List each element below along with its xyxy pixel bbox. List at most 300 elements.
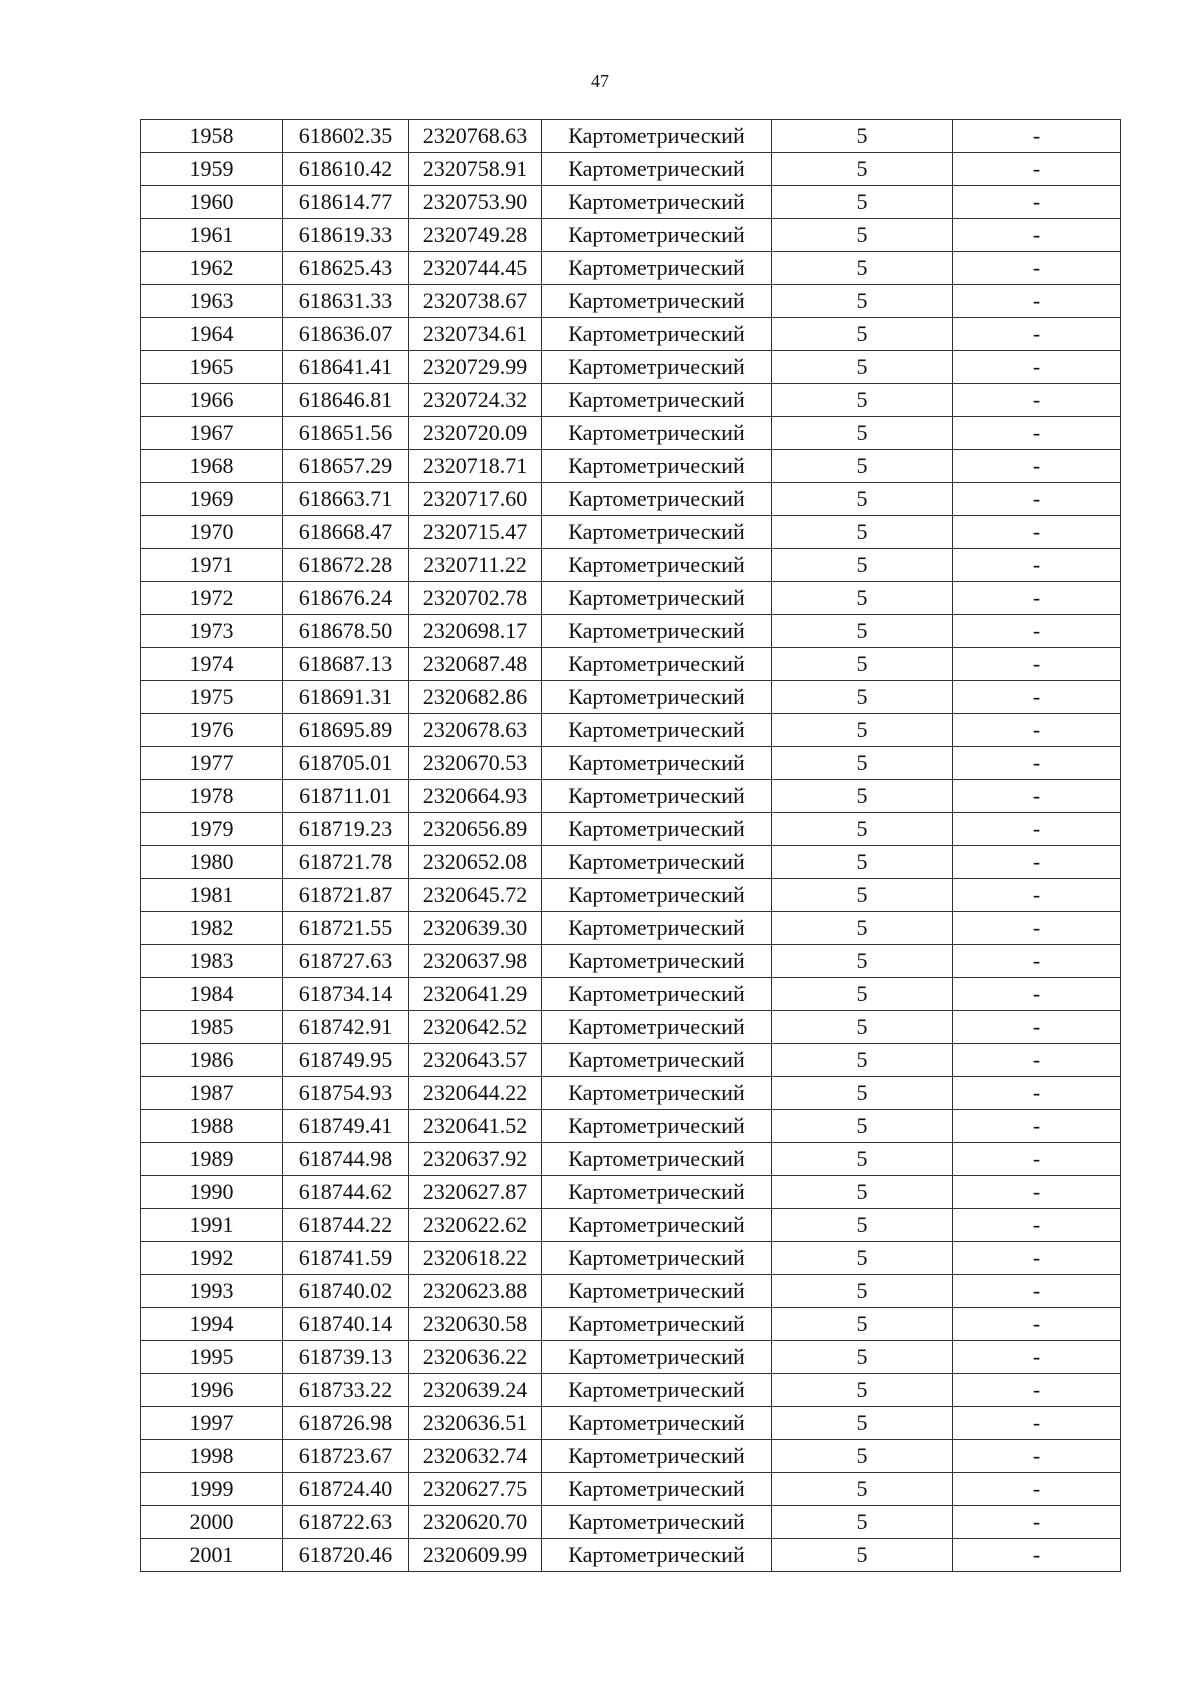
y-coordinate-cell: 2320678.63 [409, 714, 542, 747]
x-coordinate-cell: 618668.47 [283, 516, 409, 549]
method-cell: Картометрический [542, 186, 772, 219]
x-coordinate-cell: 618614.77 [283, 186, 409, 219]
y-coordinate-cell: 2320698.17 [409, 615, 542, 648]
description-cell: - [953, 1110, 1121, 1143]
method-cell: Картометрический [542, 120, 772, 153]
x-coordinate-cell: 618602.35 [283, 120, 409, 153]
point-number-cell: 1992 [141, 1242, 283, 1275]
x-coordinate-cell: 618744.98 [283, 1143, 409, 1176]
y-coordinate-cell: 2320632.74 [409, 1440, 542, 1473]
y-coordinate-cell: 2320711.22 [409, 549, 542, 582]
x-coordinate-cell: 618631.33 [283, 285, 409, 318]
table-row [141, 153, 1121, 186]
y-coordinate-cell: 2320639.24 [409, 1374, 542, 1407]
method-cell: Картометрический [542, 1374, 772, 1407]
point-number-cell: 1966 [141, 384, 283, 417]
method-cell: Картометрический [542, 780, 772, 813]
accuracy-cell: 5 [772, 945, 953, 978]
table-row [141, 747, 1121, 780]
point-number-cell: 1958 [141, 120, 283, 153]
table-row [141, 1176, 1121, 1209]
accuracy-cell: 5 [772, 747, 953, 780]
point-number-cell: 1961 [141, 219, 283, 252]
y-coordinate-cell: 2320687.48 [409, 648, 542, 681]
description-cell: - [953, 1011, 1121, 1044]
table-row [141, 912, 1121, 945]
accuracy-cell: 5 [772, 318, 953, 351]
method-cell: Картометрический [542, 1209, 772, 1242]
description-cell: - [953, 516, 1121, 549]
accuracy-cell: 5 [772, 1110, 953, 1143]
accuracy-cell: 5 [772, 1209, 953, 1242]
y-coordinate-cell: 2320749.28 [409, 219, 542, 252]
y-coordinate-cell: 2320738.67 [409, 285, 542, 318]
x-coordinate-cell: 618651.56 [283, 417, 409, 450]
description-cell: - [953, 219, 1121, 252]
method-cell: Картометрический [542, 549, 772, 582]
x-coordinate-cell: 618744.22 [283, 1209, 409, 1242]
accuracy-cell: 5 [772, 1077, 953, 1110]
accuracy-cell: 5 [772, 1506, 953, 1539]
description-cell: - [953, 450, 1121, 483]
y-coordinate-cell: 2320645.72 [409, 879, 542, 912]
table-row [141, 1110, 1121, 1143]
table-row [141, 285, 1121, 318]
y-coordinate-cell: 2320643.57 [409, 1044, 542, 1077]
description-cell: - [953, 813, 1121, 846]
method-cell: Картометрический [542, 1341, 772, 1374]
x-coordinate-cell: 618687.13 [283, 648, 409, 681]
y-coordinate-cell: 2320618.22 [409, 1242, 542, 1275]
method-cell: Картометрический [542, 1473, 772, 1506]
method-cell: Картометрический [542, 1143, 772, 1176]
accuracy-cell: 5 [772, 1044, 953, 1077]
point-number-cell: 1998 [141, 1440, 283, 1473]
method-cell: Картометрический [542, 153, 772, 186]
x-coordinate-cell: 618695.89 [283, 714, 409, 747]
description-cell: - [953, 780, 1121, 813]
description-cell: - [953, 681, 1121, 714]
table-row [141, 1275, 1121, 1308]
x-coordinate-cell: 618657.29 [283, 450, 409, 483]
x-coordinate-cell: 618727.63 [283, 945, 409, 978]
table-row [141, 813, 1121, 846]
point-number-cell: 1995 [141, 1341, 283, 1374]
description-cell: - [953, 945, 1121, 978]
y-coordinate-cell: 2320639.30 [409, 912, 542, 945]
table-row [141, 450, 1121, 483]
accuracy-cell: 5 [772, 1275, 953, 1308]
point-number-cell: 1988 [141, 1110, 283, 1143]
point-number-cell: 1990 [141, 1176, 283, 1209]
table-row [141, 1242, 1121, 1275]
table-row [141, 1506, 1121, 1539]
table-row [141, 582, 1121, 615]
description-cell: - [953, 1308, 1121, 1341]
description-cell: - [953, 1374, 1121, 1407]
description-cell: - [953, 1506, 1121, 1539]
y-coordinate-cell: 2320768.63 [409, 120, 542, 153]
x-coordinate-cell: 618741.59 [283, 1242, 409, 1275]
method-cell: Картометрический [542, 945, 772, 978]
accuracy-cell: 5 [772, 285, 953, 318]
accuracy-cell: 5 [772, 450, 953, 483]
accuracy-cell: 5 [772, 120, 953, 153]
point-number-cell: 1996 [141, 1374, 283, 1407]
table-row [141, 1143, 1121, 1176]
page-number: 47 [591, 71, 609, 91]
description-cell: - [953, 615, 1121, 648]
point-number-cell: 1987 [141, 1077, 283, 1110]
accuracy-cell: 5 [772, 252, 953, 285]
point-number-cell: 1970 [141, 516, 283, 549]
method-cell: Картометрический [542, 1308, 772, 1341]
point-number-cell: 1979 [141, 813, 283, 846]
method-cell: Картометрический [542, 1506, 772, 1539]
x-coordinate-cell: 618678.50 [283, 615, 409, 648]
method-cell: Картометрический [542, 879, 772, 912]
x-coordinate-cell: 618744.62 [283, 1176, 409, 1209]
accuracy-cell: 5 [772, 1374, 953, 1407]
point-number-cell: 1993 [141, 1275, 283, 1308]
y-coordinate-cell: 2320744.45 [409, 252, 542, 285]
method-cell: Картометрический [542, 1044, 772, 1077]
description-cell: - [953, 846, 1121, 879]
table-row [141, 615, 1121, 648]
point-number-cell: 1984 [141, 978, 283, 1011]
accuracy-cell: 5 [772, 1341, 953, 1374]
x-coordinate-cell: 618722.63 [283, 1506, 409, 1539]
method-cell: Картометрический [542, 417, 772, 450]
table-row [141, 681, 1121, 714]
point-number-cell: 1964 [141, 318, 283, 351]
y-coordinate-cell: 2320758.91 [409, 153, 542, 186]
accuracy-cell: 5 [772, 846, 953, 879]
description-cell: - [953, 1341, 1121, 1374]
table-row [141, 1341, 1121, 1374]
x-coordinate-cell: 618749.95 [283, 1044, 409, 1077]
accuracy-cell: 5 [772, 516, 953, 549]
table-row [141, 945, 1121, 978]
method-cell: Картометрический [542, 1176, 772, 1209]
accuracy-cell: 5 [772, 1143, 953, 1176]
accuracy-cell: 5 [772, 549, 953, 582]
x-coordinate-cell: 618691.31 [283, 681, 409, 714]
accuracy-cell: 5 [772, 351, 953, 384]
point-number-cell: 1980 [141, 846, 283, 879]
method-cell: Картометрический [542, 747, 772, 780]
description-cell: - [953, 549, 1121, 582]
description-cell: - [953, 1275, 1121, 1308]
x-coordinate-cell: 618721.78 [283, 846, 409, 879]
x-coordinate-cell: 618726.98 [283, 1407, 409, 1440]
description-cell: - [953, 879, 1121, 912]
method-cell: Картометрический [542, 384, 772, 417]
description-cell: - [953, 1242, 1121, 1275]
table-row [141, 648, 1121, 681]
y-coordinate-cell: 2320636.22 [409, 1341, 542, 1374]
accuracy-cell: 5 [772, 1407, 953, 1440]
description-cell: - [953, 153, 1121, 186]
description-cell: - [953, 351, 1121, 384]
accuracy-cell: 5 [772, 384, 953, 417]
y-coordinate-cell: 2320641.52 [409, 1110, 542, 1143]
x-coordinate-cell: 618740.02 [283, 1275, 409, 1308]
accuracy-cell: 5 [772, 186, 953, 219]
table-row [141, 549, 1121, 582]
accuracy-cell: 5 [772, 1308, 953, 1341]
point-number-cell: 1960 [141, 186, 283, 219]
point-number-cell: 1978 [141, 780, 283, 813]
method-cell: Картометрический [542, 978, 772, 1011]
accuracy-cell: 5 [772, 615, 953, 648]
accuracy-cell: 5 [772, 1242, 953, 1275]
table-row [141, 384, 1121, 417]
y-coordinate-cell: 2320717.60 [409, 483, 542, 516]
table-row [141, 483, 1121, 516]
y-coordinate-cell: 2320627.75 [409, 1473, 542, 1506]
x-coordinate-cell: 618636.07 [283, 318, 409, 351]
point-number-cell: 1982 [141, 912, 283, 945]
method-cell: Картометрический [542, 1110, 772, 1143]
x-coordinate-cell: 618733.22 [283, 1374, 409, 1407]
description-cell: - [953, 648, 1121, 681]
x-coordinate-cell: 618723.67 [283, 1440, 409, 1473]
accuracy-cell: 5 [772, 1440, 953, 1473]
description-cell: - [953, 1176, 1121, 1209]
y-coordinate-cell: 2320636.51 [409, 1407, 542, 1440]
table-row [141, 1407, 1121, 1440]
y-coordinate-cell: 2320641.29 [409, 978, 542, 1011]
method-cell: Картометрический [542, 285, 772, 318]
accuracy-cell: 5 [772, 714, 953, 747]
description-cell: - [953, 1407, 1121, 1440]
x-coordinate-cell: 618754.93 [283, 1077, 409, 1110]
y-coordinate-cell: 2320637.98 [409, 945, 542, 978]
table-row [141, 219, 1121, 252]
table-row [141, 186, 1121, 219]
description-cell: - [953, 483, 1121, 516]
accuracy-cell: 5 [772, 648, 953, 681]
point-number-cell: 1965 [141, 351, 283, 384]
y-coordinate-cell: 2320642.52 [409, 1011, 542, 1044]
method-cell: Картометрический [542, 1242, 772, 1275]
description-cell: - [953, 384, 1121, 417]
method-cell: Картометрический [542, 1539, 772, 1572]
method-cell: Картометрический [542, 1275, 772, 1308]
x-coordinate-cell: 618721.55 [283, 912, 409, 945]
description-cell: - [953, 120, 1121, 153]
description-cell: - [953, 1077, 1121, 1110]
table-row [141, 252, 1121, 285]
point-number-cell: 1971 [141, 549, 283, 582]
table-row [141, 1044, 1121, 1077]
x-coordinate-cell: 618705.01 [283, 747, 409, 780]
description-cell: - [953, 1539, 1121, 1572]
method-cell: Картометрический [542, 219, 772, 252]
point-number-cell: 1999 [141, 1473, 283, 1506]
y-coordinate-cell: 2320720.09 [409, 417, 542, 450]
y-coordinate-cell: 2320609.99 [409, 1539, 542, 1572]
method-cell: Картометрический [542, 1407, 772, 1440]
point-number-cell: 1997 [141, 1407, 283, 1440]
accuracy-cell: 5 [772, 219, 953, 252]
y-coordinate-cell: 2320620.70 [409, 1506, 542, 1539]
y-coordinate-cell: 2320670.53 [409, 747, 542, 780]
accuracy-cell: 5 [772, 813, 953, 846]
method-cell: Картометрический [542, 681, 772, 714]
table-row [141, 351, 1121, 384]
point-number-cell: 1967 [141, 417, 283, 450]
method-cell: Картометрический [542, 1011, 772, 1044]
point-number-cell: 1989 [141, 1143, 283, 1176]
point-number-cell: 1963 [141, 285, 283, 318]
point-number-cell: 1981 [141, 879, 283, 912]
table-row [141, 1077, 1121, 1110]
description-cell: - [953, 1044, 1121, 1077]
point-number-cell: 1977 [141, 747, 283, 780]
accuracy-cell: 5 [772, 1473, 953, 1506]
y-coordinate-cell: 2320623.88 [409, 1275, 542, 1308]
x-coordinate-cell: 618711.01 [283, 780, 409, 813]
x-coordinate-cell: 618724.40 [283, 1473, 409, 1506]
x-coordinate-cell: 618646.81 [283, 384, 409, 417]
accuracy-cell: 5 [772, 483, 953, 516]
accuracy-cell: 5 [772, 1539, 953, 1572]
description-cell: - [953, 186, 1121, 219]
table-row [141, 714, 1121, 747]
x-coordinate-cell: 618641.41 [283, 351, 409, 384]
method-cell: Картометрический [542, 1077, 772, 1110]
point-number-cell: 1969 [141, 483, 283, 516]
accuracy-cell: 5 [772, 153, 953, 186]
point-number-cell: 1986 [141, 1044, 283, 1077]
table-row [141, 516, 1121, 549]
description-cell: - [953, 318, 1121, 351]
point-number-cell: 1959 [141, 153, 283, 186]
accuracy-cell: 5 [772, 417, 953, 450]
point-number-cell: 1968 [141, 450, 283, 483]
y-coordinate-cell: 2320622.62 [409, 1209, 542, 1242]
y-coordinate-cell: 2320630.58 [409, 1308, 542, 1341]
point-number-cell: 2000 [141, 1506, 283, 1539]
y-coordinate-cell: 2320637.92 [409, 1143, 542, 1176]
point-number-cell: 1991 [141, 1209, 283, 1242]
method-cell: Картометрический [542, 582, 772, 615]
method-cell: Картометрический [542, 813, 772, 846]
x-coordinate-cell: 618719.23 [283, 813, 409, 846]
description-cell: - [953, 582, 1121, 615]
method-cell: Картометрический [542, 516, 772, 549]
method-cell: Картометрический [542, 252, 772, 285]
x-coordinate-cell: 618663.71 [283, 483, 409, 516]
method-cell: Картометрический [542, 483, 772, 516]
point-number-cell: 1972 [141, 582, 283, 615]
x-coordinate-cell: 618734.14 [283, 978, 409, 1011]
table-row [141, 417, 1121, 450]
x-coordinate-cell: 618625.43 [283, 252, 409, 285]
point-number-cell: 1974 [141, 648, 283, 681]
x-coordinate-cell: 618749.41 [283, 1110, 409, 1143]
x-coordinate-cell: 618740.14 [283, 1308, 409, 1341]
accuracy-cell: 5 [772, 1011, 953, 1044]
table-row [141, 120, 1121, 153]
accuracy-cell: 5 [772, 1176, 953, 1209]
x-coordinate-cell: 618672.28 [283, 549, 409, 582]
point-number-cell: 1976 [141, 714, 283, 747]
table-row [141, 1473, 1121, 1506]
accuracy-cell: 5 [772, 978, 953, 1011]
point-number-cell: 1985 [141, 1011, 283, 1044]
table-row [141, 1209, 1121, 1242]
y-coordinate-cell: 2320682.86 [409, 681, 542, 714]
accuracy-cell: 5 [772, 879, 953, 912]
table-row [141, 318, 1121, 351]
point-number-cell: 1962 [141, 252, 283, 285]
point-number-cell: 1994 [141, 1308, 283, 1341]
accuracy-cell: 5 [772, 912, 953, 945]
description-cell: - [953, 252, 1121, 285]
method-cell: Картометрический [542, 912, 772, 945]
description-cell: - [953, 978, 1121, 1011]
point-number-cell: 1973 [141, 615, 283, 648]
description-cell: - [953, 1143, 1121, 1176]
point-number-cell: 1975 [141, 681, 283, 714]
accuracy-cell: 5 [772, 681, 953, 714]
y-coordinate-cell: 2320627.87 [409, 1176, 542, 1209]
coordinates-table [140, 119, 1121, 1572]
description-cell: - [953, 417, 1121, 450]
y-coordinate-cell: 2320644.22 [409, 1077, 542, 1110]
point-number-cell: 2001 [141, 1539, 283, 1572]
x-coordinate-cell: 618721.87 [283, 879, 409, 912]
method-cell: Картометрический [542, 351, 772, 384]
method-cell: Картометрический [542, 615, 772, 648]
point-number-cell: 1983 [141, 945, 283, 978]
x-coordinate-cell: 618610.42 [283, 153, 409, 186]
method-cell: Картометрический [542, 450, 772, 483]
description-cell: - [953, 1473, 1121, 1506]
y-coordinate-cell: 2320702.78 [409, 582, 542, 615]
table-row [141, 1440, 1121, 1473]
method-cell: Картометрический [542, 1440, 772, 1473]
method-cell: Картометрический [542, 846, 772, 879]
method-cell: Картометрический [542, 318, 772, 351]
y-coordinate-cell: 2320724.32 [409, 384, 542, 417]
description-cell: - [953, 714, 1121, 747]
y-coordinate-cell: 2320718.71 [409, 450, 542, 483]
y-coordinate-cell: 2320664.93 [409, 780, 542, 813]
table-row [141, 879, 1121, 912]
y-coordinate-cell: 2320734.61 [409, 318, 542, 351]
table-row [141, 1308, 1121, 1341]
y-coordinate-cell: 2320753.90 [409, 186, 542, 219]
method-cell: Картометрический [542, 648, 772, 681]
table-row [141, 1539, 1121, 1572]
y-coordinate-cell: 2320656.89 [409, 813, 542, 846]
description-cell: - [953, 1440, 1121, 1473]
accuracy-cell: 5 [772, 582, 953, 615]
accuracy-cell: 5 [772, 780, 953, 813]
y-coordinate-cell: 2320715.47 [409, 516, 542, 549]
x-coordinate-cell: 618676.24 [283, 582, 409, 615]
description-cell: - [953, 747, 1121, 780]
y-coordinate-cell: 2320652.08 [409, 846, 542, 879]
table-row [141, 1011, 1121, 1044]
description-cell: - [953, 912, 1121, 945]
x-coordinate-cell: 618739.13 [283, 1341, 409, 1374]
description-cell: - [953, 1209, 1121, 1242]
